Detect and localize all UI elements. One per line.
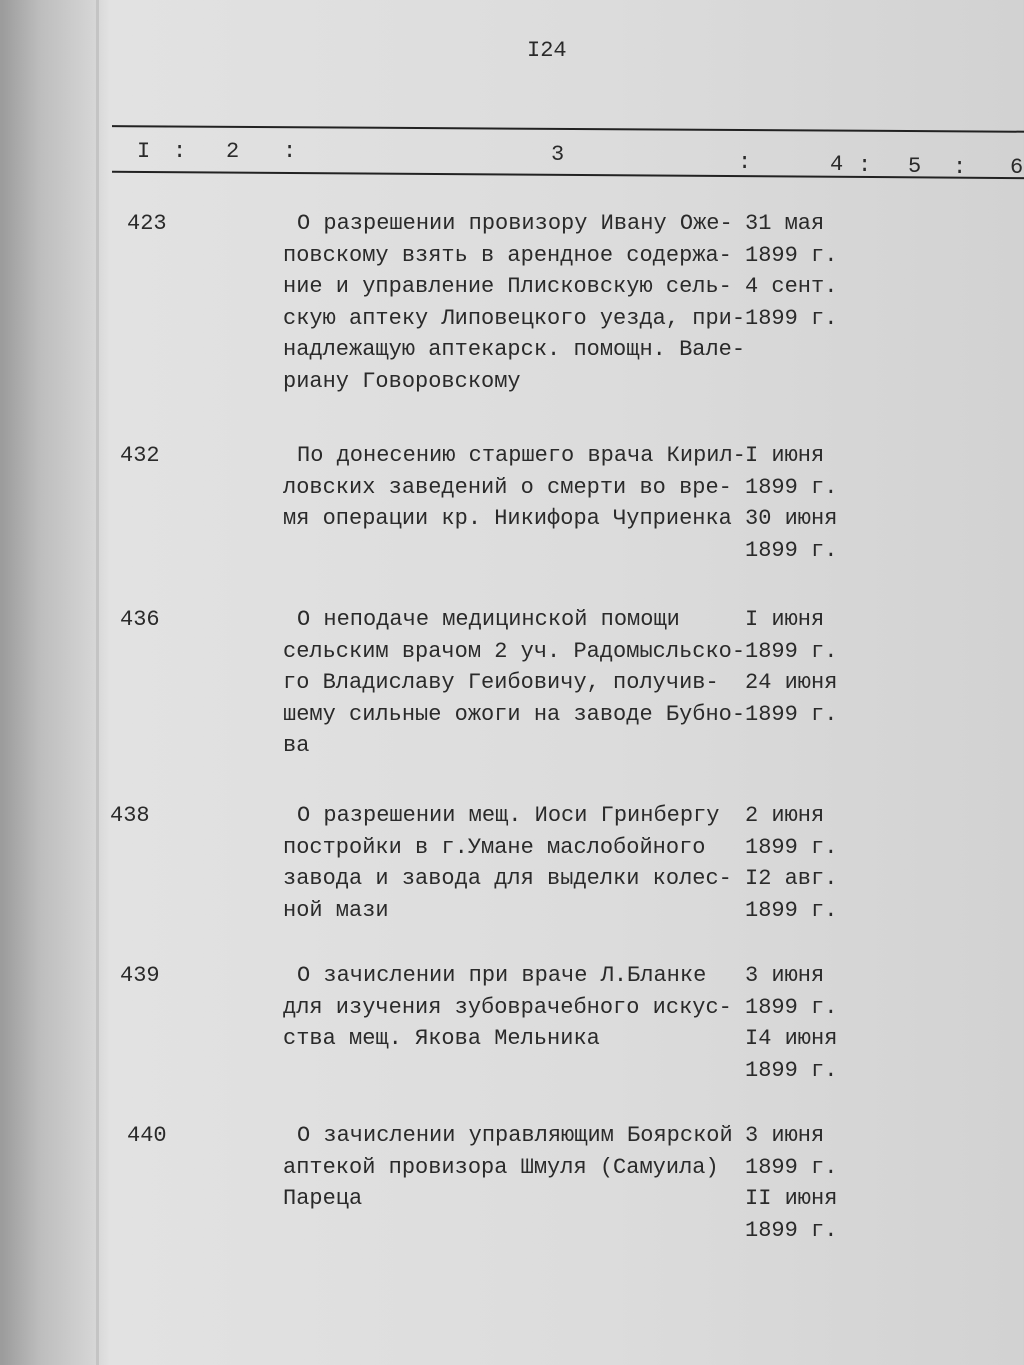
entry-number: 432	[120, 443, 160, 468]
col-sep: :	[738, 150, 752, 175]
description-line: ва	[283, 733, 310, 759]
description-line: мя операции кр. Никифора Чуприенка	[283, 506, 732, 532]
entry-dates	[745, 208, 837, 334]
description-line: О зачислении управляющим Боярской	[297, 1123, 733, 1148]
col-header-6: 6	[1010, 155, 1024, 180]
entry-description	[283, 440, 746, 535]
col-sep: :	[953, 155, 967, 180]
description-line: ной мази	[283, 897, 389, 923]
description-line: ства мещ. Якова Мельника	[283, 1026, 600, 1052]
col-header-3: 3	[551, 142, 565, 167]
date-line: 30 июня	[745, 506, 838, 532]
date-line: 1899 г.	[745, 701, 838, 727]
description-line: риану Говоровскому	[283, 368, 521, 394]
date-line: 1899 г.	[745, 242, 838, 268]
date-line: 2 июня	[745, 803, 825, 828]
date-line: 1899 г.	[745, 305, 838, 331]
date-line: 1899 г.	[745, 994, 838, 1020]
date-line: I июня	[745, 443, 825, 468]
entry-description	[283, 604, 745, 762]
entry-description	[283, 1120, 733, 1215]
entry-description	[283, 800, 732, 926]
date-line: 1899 г.	[745, 1057, 838, 1083]
col-header-4: 4	[830, 152, 844, 177]
description-line: шему сильные ожоги на заводе Бубно-	[283, 701, 746, 727]
header-rule-top	[112, 125, 1024, 133]
page-number: I24	[527, 38, 567, 63]
description-line: ловских заведений о смерти во вре-	[283, 474, 732, 500]
description-line: надлежащую аптекарск. помощн. Вале-	[283, 337, 746, 363]
date-line: 1899 г.	[745, 474, 838, 500]
entry-number: 436	[120, 607, 160, 632]
description-line: Пареца	[283, 1186, 363, 1212]
description-line: завода и завода для выделки колес-	[283, 866, 732, 892]
description-line: скую аптеку Липовецкого уезда, при-	[283, 305, 746, 331]
date-line: 1899 г.	[745, 897, 838, 923]
entry-dates	[745, 604, 837, 730]
header-rule-bottom	[112, 171, 1024, 179]
col-sep: :	[283, 139, 297, 164]
entry-dates	[745, 440, 837, 566]
entry-number: 438	[110, 803, 150, 828]
description-line: сельским врачом 2 уч. Радомысльско-	[283, 638, 746, 664]
date-line: 3 июня	[745, 1123, 825, 1148]
date-line: I2 авг.	[745, 866, 838, 892]
description-line: постройки в г.Умане маслобойного	[283, 834, 706, 860]
description-line: для изучения зубоврачебного искус-	[283, 994, 732, 1020]
date-line: 4 сент.	[745, 274, 838, 300]
date-line: 1899 г.	[745, 1154, 838, 1180]
description-line: О разрешении мещ. Иоси Гринбергу	[297, 803, 720, 828]
col-header-2: 2	[226, 139, 240, 164]
description-line: О зачислении при враче Л.Бланке	[297, 963, 707, 988]
book-fold	[96, 0, 99, 1365]
entry-number: 440	[127, 1123, 167, 1148]
col-header-1: I	[137, 139, 151, 164]
date-line: 1899 г.	[745, 537, 838, 563]
description-line: По донесению старшего врача Кирил-	[297, 443, 746, 468]
description-line: О разрешении провизору Ивану Оже-	[297, 211, 733, 236]
date-line: 3 июня	[745, 963, 825, 988]
entry-dates	[745, 800, 837, 926]
entry-description	[283, 960, 732, 1055]
col-sep: :	[858, 153, 872, 178]
date-line: 31 мая	[745, 211, 825, 236]
date-line: I июня	[745, 607, 825, 632]
description-line: О неподаче медицинской помощи	[297, 607, 680, 632]
description-line: го Владиславу Геибовичу, получив-	[283, 670, 719, 696]
date-line: II июня	[745, 1186, 838, 1212]
description-line: аптекой провизора Шмуля (Самуила)	[283, 1154, 719, 1180]
date-line: 24 июня	[745, 670, 838, 696]
entry-description	[283, 208, 745, 398]
col-sep: :	[173, 139, 187, 164]
date-line: I4 июня	[745, 1026, 838, 1052]
date-line: 1899 г.	[745, 1217, 838, 1243]
entry-dates	[745, 960, 837, 1086]
date-line: 1899 г.	[745, 834, 838, 860]
col-header-5: 5	[908, 154, 922, 179]
entry-number: 439	[120, 963, 160, 988]
entry-dates	[745, 1120, 837, 1246]
description-line: ние и управление Плисковскую сель-	[283, 274, 732, 300]
description-line: повскому взять в арендное содержа-	[283, 242, 732, 268]
date-line: 1899 г.	[745, 638, 838, 664]
entry-number: 423	[127, 211, 167, 236]
